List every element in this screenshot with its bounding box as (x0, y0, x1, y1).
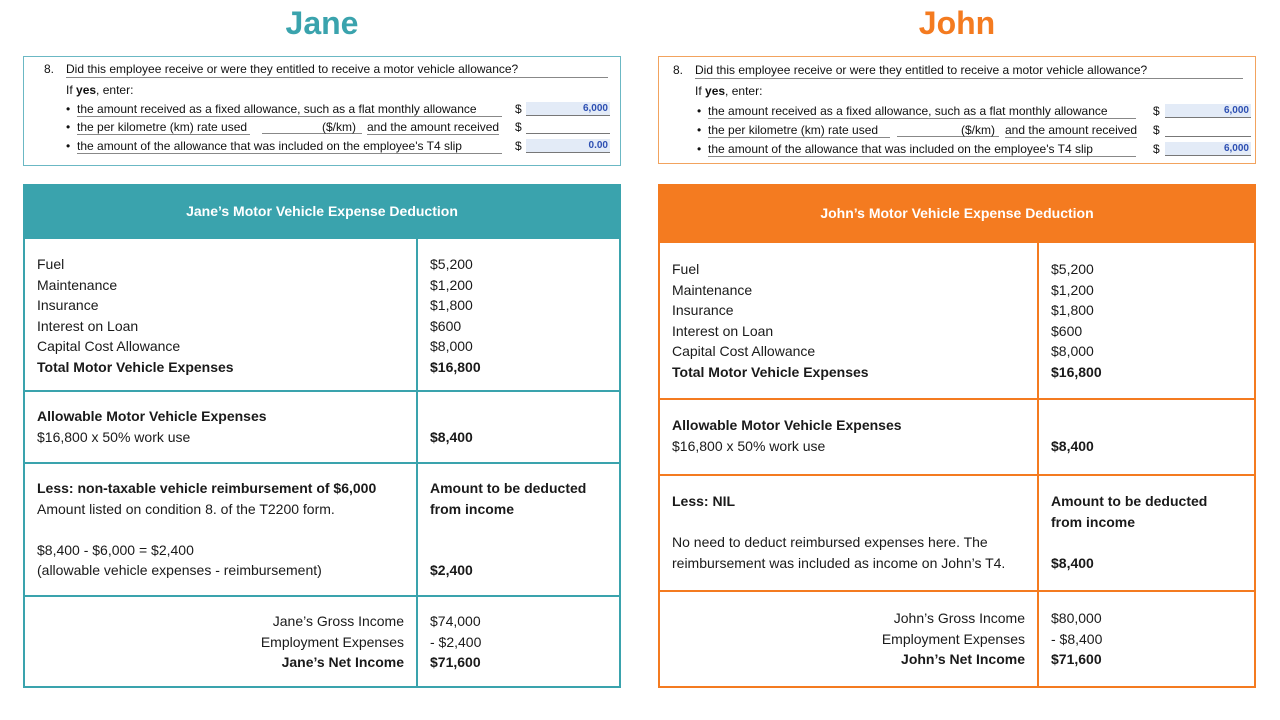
bullet-icon: • (697, 123, 702, 137)
jane-t2200-excerpt (23, 56, 621, 166)
question-number: 8. (44, 62, 55, 76)
income-section (660, 590, 1254, 686)
bullet-icon: • (66, 102, 71, 116)
net-income-label: John’s Net Income (901, 651, 1025, 667)
john-heading: John (918, 5, 996, 41)
less-label: Less: non-taxable vehicle reimbursement of $6,000 (37, 480, 377, 496)
expense-label: Interest on Loan (37, 317, 139, 334)
dollar-sign: $ (515, 139, 522, 153)
expense-label: Maintenance (672, 281, 753, 298)
t4-included-field[interactable]: 0.00 (526, 139, 610, 153)
deduct-label: Amount to be deducted (430, 480, 587, 496)
bullet-icon: • (697, 104, 702, 118)
less-note: reimbursement was included as income on John’s T4. (672, 554, 1006, 571)
t4-included-row (697, 142, 1249, 158)
fixed-allowance-label: the amount received as a fixed allowance, such as a flat monthly allowance (708, 104, 1136, 119)
expense-value: $600 (430, 317, 462, 334)
per-km-row (697, 123, 1243, 139)
fixed-allowance-row (66, 102, 608, 118)
net-income-value: $71,600 (430, 654, 481, 670)
allowable-value: $8,400 (430, 428, 473, 445)
total-expenses-value: $16,800 (430, 358, 481, 375)
less-note: No need to deduct reimbursed expenses here. The (672, 534, 988, 550)
amount-received-label: and the amount received (367, 120, 500, 134)
expenses-section (25, 237, 619, 390)
expense-label: Fuel (37, 256, 65, 272)
table-title: John’s Motor Vehicle Expense Deduction (660, 186, 1254, 241)
reimbursement-section (25, 462, 619, 595)
expense-label: Fuel (672, 261, 700, 277)
expense-value: $600 (1051, 322, 1083, 339)
john-deduction-table (658, 184, 1256, 688)
employment-expenses-label: Employment Expenses (260, 633, 404, 650)
t4-included-label: the amount of the allowance that was included on the employee's T4 slip (77, 139, 502, 154)
gross-income-label: John’s Gross Income (893, 610, 1025, 626)
jane-column (23, 0, 621, 670)
question-text: Did this employee receive or were they entitled to receive a motor vehicle allowance? (695, 63, 1243, 79)
allowable-value: $8,400 (1051, 437, 1094, 454)
reimbursement-section (660, 474, 1254, 590)
dollar-sign: $ (1153, 123, 1160, 137)
dollar-sign: $ (1153, 104, 1160, 118)
expense-label: Interest on Loan (672, 322, 774, 339)
expense-label: Capital Cost Allowance (672, 343, 816, 359)
t4-included-row (66, 139, 608, 155)
deduct-value: $2,400 (430, 562, 473, 578)
jane-heading: Jane (285, 5, 359, 41)
allowable-section (660, 398, 1254, 474)
dollar-sign: $ (515, 102, 522, 116)
gross-income-value: $74,000 (430, 613, 481, 629)
per-km-row (66, 120, 608, 136)
gross-income-value: $80,000 (1051, 610, 1102, 626)
less-calc: $8,400 - $6,000 = $2,400 (37, 541, 194, 558)
expense-value: $5,200 (430, 256, 473, 272)
t4-included-field[interactable]: 6,000 (1165, 142, 1251, 156)
bullet-icon: • (66, 139, 71, 153)
john-column (658, 0, 1256, 667)
expense-label: Insurance (37, 297, 99, 313)
if-yes-label: If yes, enter: (66, 83, 134, 97)
expense-value: $1,800 (430, 297, 473, 313)
less-calc-note: (allowable vehicle expenses - reimbursement) (37, 562, 322, 578)
expense-label: Capital Cost Allowance (37, 338, 181, 354)
if-yes-label: If yes, enter: (695, 84, 763, 98)
per-km-label: the per kilometre (km) rate used (708, 123, 890, 138)
employment-expenses-value: - $2,400 (430, 633, 482, 650)
question-number: 8. (673, 63, 684, 77)
question-text: Did this employee receive or were they entitled to receive a motor vehicle allowance? (66, 62, 608, 78)
table-title: Jane’s Motor Vehicle Expense Deduction (25, 186, 619, 237)
fixed-allowance-field[interactable]: 6,000 (1165, 104, 1251, 118)
dollar-sign: $ (1153, 142, 1160, 156)
bullet-icon: • (66, 120, 71, 134)
total-expenses-value: $16,800 (1051, 363, 1102, 380)
net-income-label: Jane’s Net Income (281, 654, 404, 670)
allowable-section (25, 390, 619, 462)
john-t2200-excerpt (658, 56, 1256, 164)
employment-expenses-label: Employment Expenses (881, 630, 1025, 647)
employment-expenses-value: - $8,400 (1051, 630, 1103, 647)
expense-value: $8,000 (1051, 343, 1094, 359)
dollar-sign: $ (515, 120, 522, 134)
total-expenses-label: Total Motor Vehicle Expenses (672, 363, 869, 380)
deduct-label: from income (430, 500, 515, 517)
deduct-label: from income (1051, 513, 1136, 530)
allowable-label: Allowable Motor Vehicle Expenses (37, 408, 267, 424)
amount-received-label: and the amount received (1005, 123, 1138, 137)
bullet-icon: • (697, 142, 702, 156)
expense-value: $1,800 (1051, 302, 1094, 318)
amount-received-field[interactable] (1165, 123, 1251, 137)
net-income-value: $71,600 (1051, 651, 1102, 667)
fixed-allowance-row (697, 104, 1249, 120)
jane-deduction-table (23, 184, 621, 688)
expense-value: $1,200 (430, 276, 473, 293)
expenses-section (660, 241, 1254, 398)
fixed-allowance-label: the amount received as a fixed allowance, such as a flat monthly allowance (77, 102, 502, 117)
per-km-unit: ($/km) (961, 123, 995, 137)
allowable-label: Allowable Motor Vehicle Expenses (672, 417, 902, 433)
income-section (25, 595, 619, 686)
expense-label: Insurance (672, 302, 734, 318)
per-km-unit: ($/km) (322, 120, 356, 134)
allowable-calc: $16,800 x 50% work use (672, 437, 826, 454)
less-label: Less: NIL (672, 493, 736, 509)
per-km-label: the per kilometre (km) rate used (77, 120, 250, 135)
gross-income-label: Jane’s Gross Income (272, 613, 404, 629)
expense-value: $5,200 (1051, 261, 1094, 277)
deduct-value: $8,400 (1051, 554, 1094, 571)
less-note: Amount listed on condition 8. of the T2200 form. (37, 500, 335, 517)
fixed-allowance-field[interactable]: 6,000 (526, 102, 610, 116)
total-expenses-label: Total Motor Vehicle Expenses (37, 358, 234, 375)
deduct-label: Amount to be deducted (1051, 493, 1208, 509)
allowable-calc: $16,800 x 50% work use (37, 428, 191, 445)
expense-value: $1,200 (1051, 281, 1094, 298)
expense-value: $8,000 (430, 338, 473, 354)
expense-label: Maintenance (37, 276, 118, 293)
amount-received-field[interactable] (526, 120, 610, 134)
t4-included-label: the amount of the allowance that was included on the employee's T4 slip (708, 142, 1136, 157)
